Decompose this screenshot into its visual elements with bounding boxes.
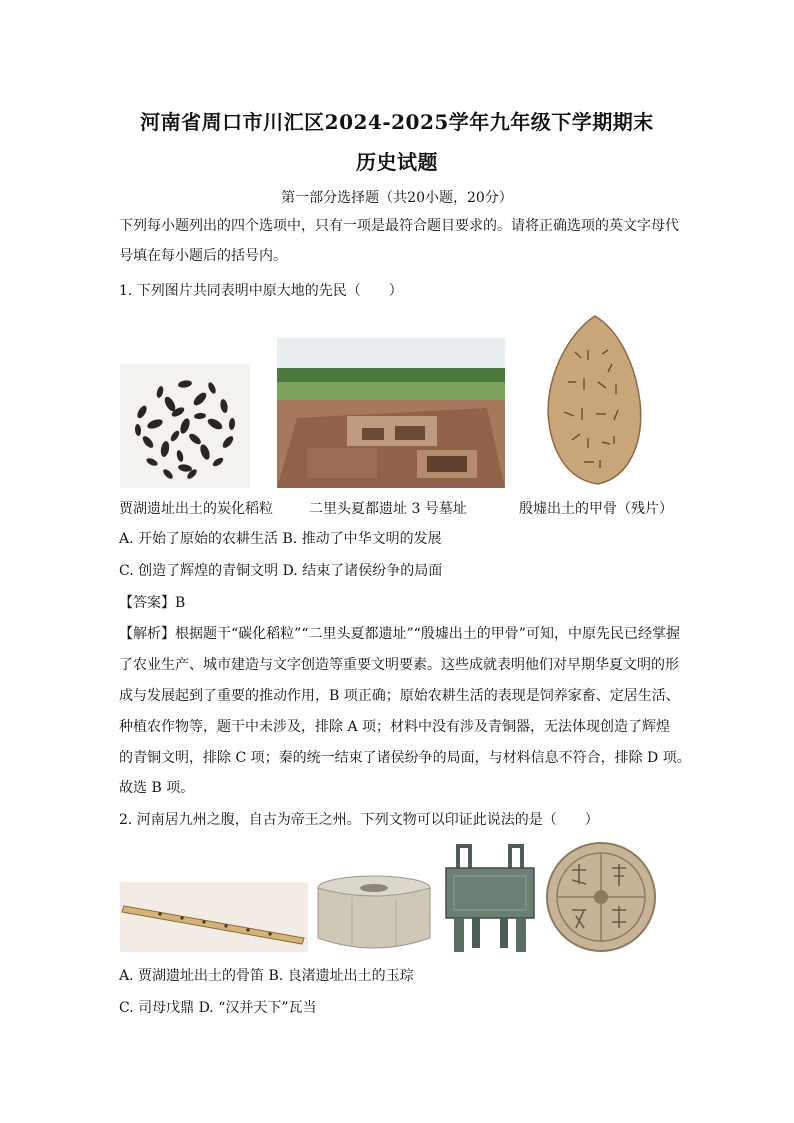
question-2-stem: 2. 河南居九州之腹，自古为帝王之州。下列文物可以印证此说法的是（ ） xyxy=(119,812,599,828)
oracle-bone-image xyxy=(540,312,650,488)
caption-rice: 贾湖遗址出土的炭化稻粒 xyxy=(119,501,273,517)
question-1-stem: 1. 下列图片共同表明中原大地的先民（ ） xyxy=(119,283,403,299)
analysis-line-6: 故选 B 项。 xyxy=(119,780,195,796)
caption-erlitou: 二里头夏都遗址 3 号墓址 xyxy=(309,501,467,517)
analysis-line-1: 【解析】根据题干“碳化稻粒”“二里头夏都遗址”“殷墟出土的甲骨”可知，中原先民已经掌握 xyxy=(119,626,680,642)
question-1-options-ab: A. 开始了原始的农耕生活 B. 推动了中华文明的发展 xyxy=(119,531,442,547)
bone-flute-image xyxy=(120,882,308,952)
caption-oracle-bone: 殷墟出土的甲骨（残片） xyxy=(519,501,673,517)
instruction-line-2: 号填在每小题后的括号内。 xyxy=(119,248,287,264)
simuwu-ding-image xyxy=(440,842,540,954)
han-tile-end-image xyxy=(542,840,660,954)
question-2-options-cd: C. 司母戊鼎 D. “汉并天下”瓦当 xyxy=(119,1000,317,1016)
question-2-options-ab: A. 贾湖遗址出土的骨笛 B. 良渚遗址出土的玉琮 xyxy=(119,968,414,984)
erlitou-site-image xyxy=(277,338,505,488)
analysis-line-5: 的青铜文明，排除 C 项；秦的统一结束了诸侯纷争的局面，与材料信息不符合，排除 D 项。 xyxy=(119,750,691,766)
analysis-line-3: 成与发展起到了重要的推动作用，B 项正确；原始农耕生活的表现是饲养家畜、定居生活、 xyxy=(119,688,680,704)
analysis-line-4: 种植农作物等，题干中未涉及，排除 A 项；材料中没有涉及青铜器，无法体现创造了辉煌 xyxy=(119,719,671,735)
jade-cong-image xyxy=(312,872,436,954)
question-1-options-cd: C. 创造了辉煌的青铜文明 D. 结束了诸侯纷争的局面 xyxy=(119,563,443,579)
carbonized-rice-image xyxy=(120,364,250,488)
analysis-line-2: 了农业生产、城市建造与文字创造等重要文明要素。这些成就表明他们对早期华夏文明的形 xyxy=(119,657,679,673)
section-header: 第一部分选择题（共20小题，20分） xyxy=(281,190,513,206)
question-1-answer: 【答案】B xyxy=(119,595,186,611)
title-line-2: 历史试题 xyxy=(356,150,438,174)
title-line-1: 河南省周口市川汇区2024-2025学年九年级下学期期末 xyxy=(140,110,654,134)
instruction-line-1: 下列每小题列出的四个选项中，只有一项是最符合题目要求的。请将正确选项的英文字母代 xyxy=(119,218,679,234)
